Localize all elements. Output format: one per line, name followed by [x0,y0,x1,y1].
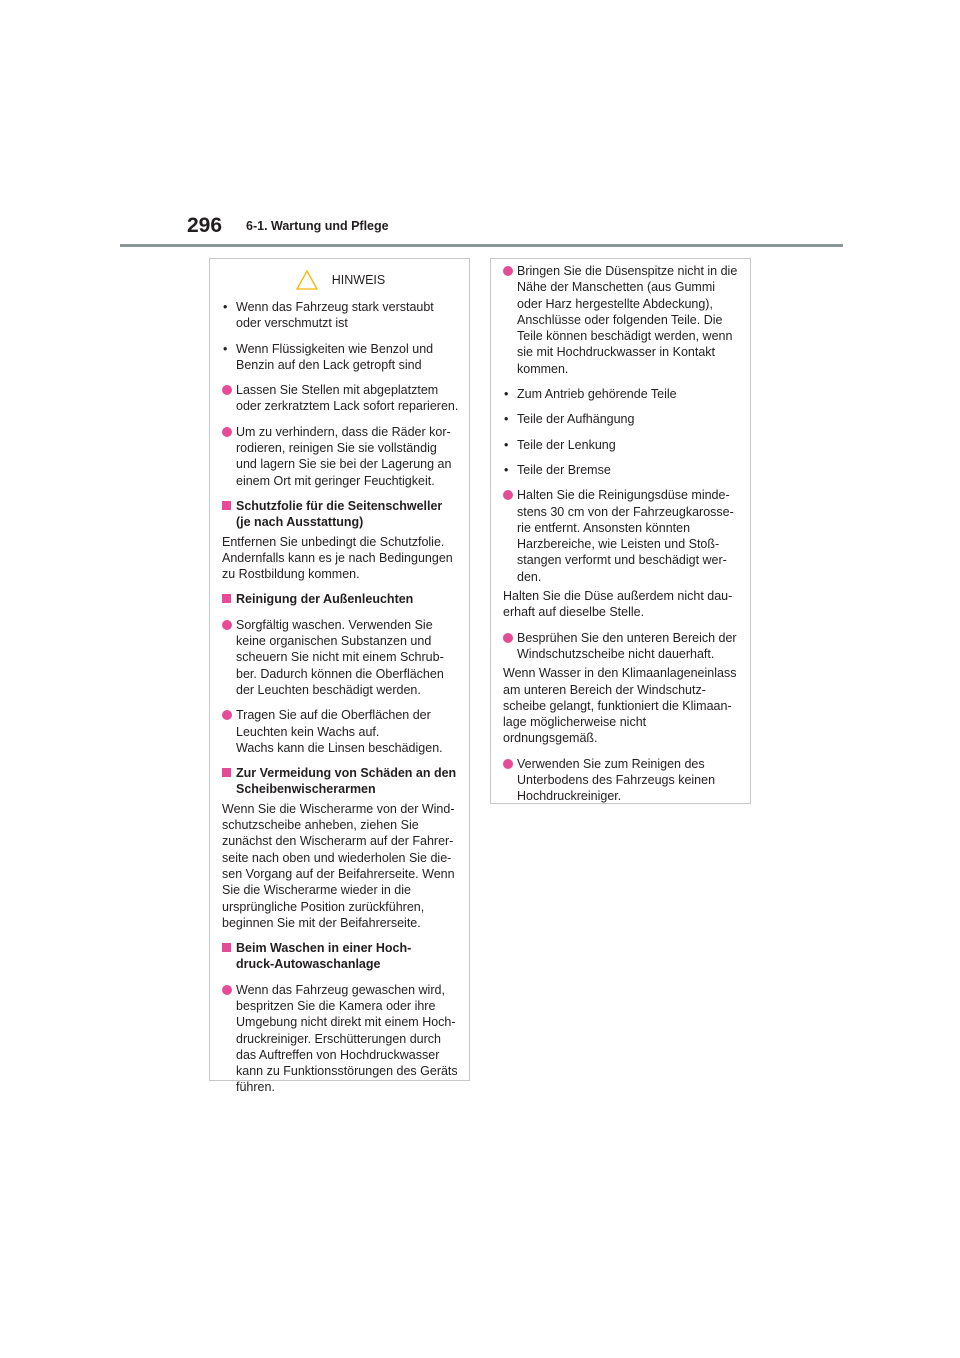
small-bullet-icon: • [504,462,509,477]
bullet-dot-icon [222,985,232,995]
header-rule [120,244,843,247]
subheading: Beim Waschen in einer Hoch- druck-Autowaschanlage [222,940,459,973]
bullet-item: Bringen Sie die Düsenspitze nicht in die Nähe der Manschetten (aus Gummi oder Harz hergestellte Abdeckung), Anschlüsse oder folgenden Teile. Die Teile können beschädigt werden, wenn sie mit Hochdruckwasser in Kontakt kommen. [503,263,740,377]
bullet-dot-icon [503,490,513,500]
bullet-item: Lassen Sie Stellen mit abgeplatztem oder zerkratztem Lack sofort reparieren. [222,382,459,415]
notice-title: HINWEIS [331,273,386,287]
notice-box-right [490,258,751,804]
bullet-dot-icon [503,266,513,276]
dash-item: • Teile der Bremse [504,462,611,477]
dash-item: • Wenn das Fahrzeug stark verstaubt oder verschmutzt ist [223,300,434,331]
paragraph: Halten Sie die Düse außerdem nicht dau- erhaft auf dieselbe Stelle. [503,589,733,620]
bullet-item: Verwenden Sie zum Reinigen des Unterbodens des Fahrzeugs keinen Hochdruckreiniger. [503,756,740,805]
bullet-dot-icon [222,385,232,395]
bullet-item: Wenn das Fahrzeug gewaschen wird, bespritzen Sie die Kamera oder ihre Umgebung nicht direkt mit einem Hoch- druckreiniger. Erschütterungen durch das Auftreffen von Hochdruckwasser kann zu Funktionsstörungen des Geräts führen. [222,982,459,1096]
small-bullet-icon: • [223,341,228,356]
bullet-dot-icon [503,759,513,769]
subheading: Zur Vermeidung von Schäden an den Scheibenwischerarmen [222,765,459,798]
subheading: Schutzfolie für die Seitenschweller (je nach Ausstattung) [222,498,459,531]
notice-header [222,269,459,291]
small-bullet-icon: • [504,437,509,452]
bullet-item: Halten Sie die Reinigungsdüse minde- stens 30 cm von der Fahrzeugkarosse- rie entfernt. Ansonsten könnten Harzbereiche, wie Leisten und Stoß- stangen verformt und beschädigt wer- den. [503,487,740,585]
square-bullet-icon [222,594,231,603]
bullet-item: Um zu verhindern, dass die Räder kor- rodieren, reinigen Sie sie vollständig und lagern Sie sie bei der Lagerung an einem Ort mit geringer Feuchtigkeit. [222,424,459,489]
warning-icon [296,270,318,290]
small-bullet-icon: • [504,387,509,402]
paragraph: Wenn Wasser in den Klimaanlageneinlass am unteren Bereich der Windschutz- scheibe gelangt, funktioniert die Klimaan- lage möglicherweise nicht ordnungsgemäß. [503,666,737,746]
subheading: Reinigung der Außenleuchten [222,591,459,607]
bullet-dot-icon [222,710,232,720]
dash-item: • Zum Antrieb gehörende Teile [504,387,677,402]
section-title: 6-1. Wartung und Pflege [246,219,389,233]
page-number: 296 [187,214,223,237]
notice-right-items [503,263,740,805]
dash-item: • Teile der Aufhängung [504,412,635,427]
bullet-dot-icon [503,633,513,643]
small-bullet-icon: • [504,412,509,427]
notice-box-left [209,258,470,1095]
small-bullet-icon: • [223,300,228,314]
bullet-dot-icon [222,620,232,630]
bullet-item: Sorgfältig waschen. Verwenden Sie keine organischen Substanzen und scheuern Sie nicht mit einem Schrub- ber. Dadurch können die Oberflächen der Leuchten beschädigt werden. [222,617,459,698]
paragraph: Entfernen Sie unbedingt die Schutzfolie. Andernfalls kann es je nach Bedingungen zu Rostbildung kommen. [222,534,453,582]
square-bullet-icon [222,501,231,510]
paragraph: Wenn Sie die Wischerarme von der Wind- schutzscheibe anheben, ziehen Sie zunächst den Wischerarm auf der Fahrer- seite nach oben und wiederholen Sie die- sen Vorgang auf der Beifahrerseite. Wenn Sie die Wischerarme wieder in die ursprüngliche Position zurückführen, beginnen Sie mit der Beifahrerseite. [222,801,455,930]
bullet-item: Tragen Sie auf die Oberflächen der Leuchten kein Wachs auf. Wachs kann die Linsen beschädigen. [222,707,459,756]
square-bullet-icon [222,768,231,777]
square-bullet-icon [222,943,231,952]
dash-item: • Teile der Lenkung [504,437,616,452]
notice-left-items [222,299,459,1096]
dash-item: • Wenn Flüssigkeiten wie Benzol und Benzin auf den Lack getropft sind [223,341,434,372]
bullet-item: Besprühen Sie den unteren Bereich der Windschutzscheibe nicht dauerhaft. [503,630,740,663]
bullet-dot-icon [222,427,232,437]
